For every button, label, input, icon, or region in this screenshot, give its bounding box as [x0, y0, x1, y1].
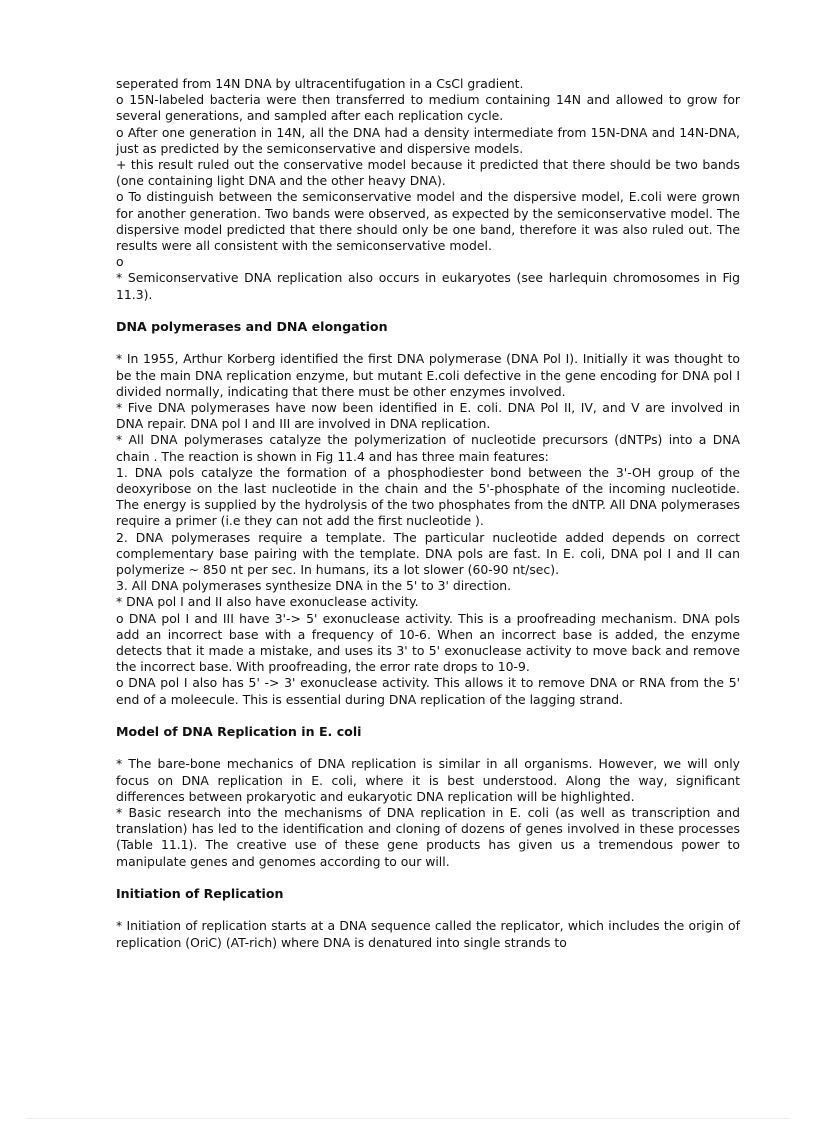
spacer	[116, 870, 740, 886]
polymerases-paragraph-6: 3. All DNA polymerases synthesize DNA in the 5' to 3' direction.	[116, 578, 512, 594]
initiation-paragraph-1: * Initiation of replication starts at a DNA sequence called the replicator, which includes the origin of replication (OriC) (AT-rich) where DNA is denatured into single strands to	[116, 918, 740, 950]
polymerases-paragraph-1: * In 1955, Arthur Korberg identified the first DNA polymerase (DNA Pol I). Initially it was thought to be the main DNA replication enzyme, but mutant E.coli defective in the gene encoding for DNA pol I divided normally, indicating that there must be other enzymes involved.	[116, 351, 740, 399]
polymerases-paragraph-7: * DNA pol I and II also have exonuclease activity.	[116, 594, 419, 610]
polymerases-paragraph-2: * Five DNA polymerases have now been identified in E. coli. DNA Pol II, IV, and V are involved in DNA repair. DNA pol I and III are involved in DNA replication.	[116, 400, 740, 432]
intro-paragraph-3: o After one generation in 14N, all the DNA had a density intermediate from 15N-DNA and 14N-DNA, just as predicted by the semiconservative and dispersive models.	[116, 124, 740, 156]
spacer	[116, 303, 740, 319]
spacer	[116, 335, 740, 351]
intro-paragraph-2: o 15N-labeled bacteria were then transferred to medium containing 14N and allowed to grow for several generations, and sampled after each replication cycle.	[116, 92, 740, 124]
spacer	[116, 708, 740, 724]
page-bottom-divider	[26, 1118, 790, 1119]
intro-paragraph-4: + this result ruled out the conservative model because it predicted that there should be two bands (one containing light DNA and the other heavy DNA).	[116, 157, 740, 189]
intro-paragraph-7: * Semiconservative DNA replication also occurs in eukaryotes (see harlequin chromosomes in Fig 11.3).	[116, 270, 740, 302]
polymerases-paragraph-9: o DNA pol I also has 5' -> 3' exonuclease activity. This allows it to remove DNA or RNA from the 5' end of a moleecule. This is essential during DNA replication of the lagging strand.	[116, 675, 740, 707]
heading-initiation: Initiation of Replication	[116, 886, 284, 902]
intro-paragraph-1: seperated from 14N DNA by ultracentifugation in a CsCl gradient.	[116, 76, 524, 91]
heading-model-replication: Model of DNA Replication in E. coli	[116, 724, 362, 740]
intro-paragraph-6: o	[116, 254, 124, 270]
polymerases-paragraph-3: * All DNA polymerases catalyze the polymerization of nucleotide precursors (dNTPs) into a DNA chain . The reaction is shown in Fig 11.4 and has three main features:	[116, 432, 740, 464]
model-paragraph-1: * The bare-bone mechanics of DNA replication is similar in all organisms. However, we will only focus on DNA replication in E. coli, where it is best understood. Along the way, significant differences between prokaryotic and eukaryotic DNA replication will be highlighted.	[116, 756, 740, 804]
polymerases-paragraph-4: 1. DNA pols catalyze the formation of a phosphodiester bond between the 3'-OH group of the deoxyribose on the last nucleotide in the chain and the 5'-phosphate of the incoming nucleotide. The energy is supplied by the hydrolysis of the two phosphates from the dNTP. All DNA polymerases require a primer (i.e they can not add the first nucleotide ).	[116, 464, 740, 529]
intro-paragraph-5: o To distinguish between the semiconservative model and the dispersive model, E.coli were grown for another generation. Two bands were observed, as expected by the semiconservative model. The dispersive model predicted that there should only be one band, therefore it was also ruled out. The results were all consistent with the semiconservative model.	[116, 189, 740, 254]
polymerases-paragraph-5: 2. DNA polymerases require a template. The particular nucleotide added depends on correct complementary base pairing with the template. DNA pols are fast. In E. coli, DNA pol I and II can polymerize ~ 850 nt per sec. In humans, its a lot slower (60-90 nt/sec).	[116, 529, 740, 578]
document-page	[116, 76, 740, 951]
spacer	[116, 902, 740, 918]
heading-dna-polymerases: DNA polymerases and DNA elongation	[116, 319, 388, 335]
polymerases-paragraph-8: o DNA pol I and III have 3'-> 5' exonuclease activity. This is a proofreading mechanism. DNA pols add an incorrect base with a frequency of 10-6. When an incorrect base is added, the enzyme detects that it made a mistake, and uses its 3' to 5' exonuclease activity to move back and remove the incorrect base. With proofreading, the error rate drops to 10-9.	[116, 610, 740, 675]
model-paragraph-2: * Basic research into the mechanisms of DNA replication in E. coli (as well as transcription and translation) has led to the identification and cloning of dozens of genes involved in these processes (Table 11.1). The creative use of these gene products has given us a tremendous power to manipulate genes and genomes according to our will.	[116, 805, 740, 869]
spacer	[116, 740, 740, 756]
